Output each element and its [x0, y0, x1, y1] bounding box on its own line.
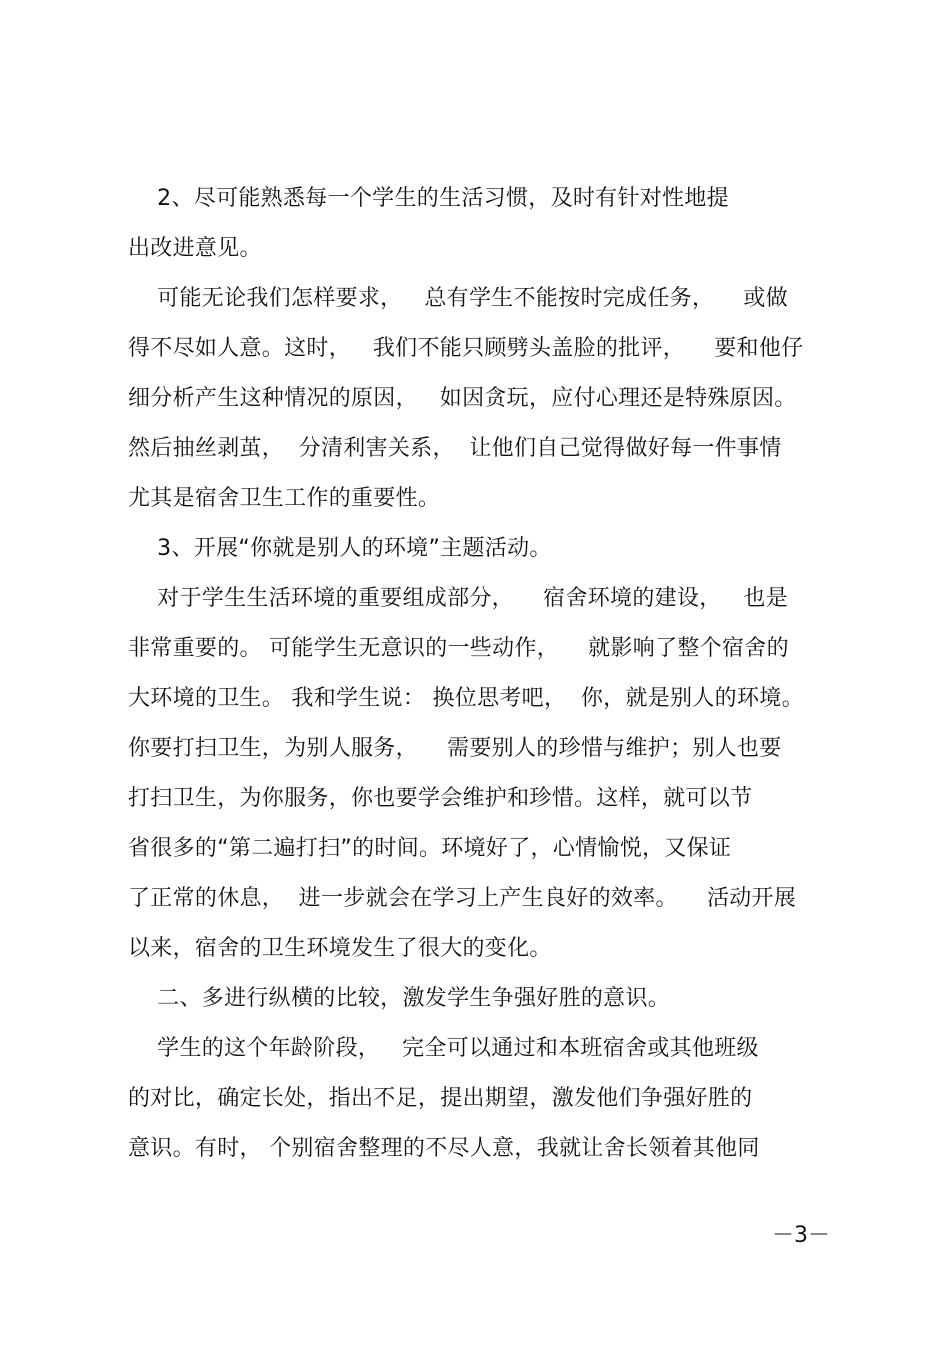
text-line: 大环境的卫生。 我和学生说： 换位思考吧， 你，就是别人的环境。: [128, 686, 804, 711]
text-line: 得不尽如人意。这时， 我们不能只顾劈头盖脸的批评， 要和他仔: [128, 336, 804, 361]
text-line: 意识。有时， 个别宿舍整理的不尽人意，我就让舍长领着其他同: [128, 1136, 760, 1161]
text-line: 非常重要的。 可能学生无意识的一些动作， 就影响了整个宿舍的: [128, 636, 789, 661]
text-line: 以来，宿舍的卫生环境发生了很大的变化。: [128, 936, 552, 961]
page-number: －3－: [772, 1223, 830, 1248]
text-line: 了正常的休息， 进一步就会在学习上产生良好的效率。 活动开展: [128, 886, 797, 911]
text-line: 细分析产生这种情况的原因， 如因贪玩，应付心理还是特殊原因。: [128, 386, 797, 411]
text-line: 的对比，确定长处，指出不足，提出期望，激发他们争强好胜的: [128, 1086, 753, 1111]
text-line: 3、开展“你就是别人的环境”主题活动。: [128, 536, 552, 561]
text-line: 学生的这个年龄阶段， 完全可以通过和本班宿舍或其他班级: [128, 1036, 759, 1061]
text-line: 对于学生生活环境的重要组成部分， 宿舍环境的建设， 也是: [128, 586, 789, 611]
text-line: 省很多的“第二遍打扫”的时间。环境好了，心情愉悦，又保证: [128, 836, 732, 861]
text-line: 可能无论我们怎样要求， 总有学生不能按时完成任务， 或做: [128, 286, 789, 311]
text-line: 然后抽丝剥茧， 分清利害关系， 让他们自己觉得做好每一件事情: [128, 436, 782, 461]
text-line: 你要打扫卫生，为别人服务， 需要别人的珍惜与维护；别人也要: [128, 736, 782, 761]
text-line: 尤其是宿舍卫生工作的重要性。: [128, 486, 441, 511]
text-line: 打扫卫生，为你服务，你也要学会维护和珍惜。这样，就可以节: [128, 786, 753, 811]
text-line: 2、尽可能熟悉每一个学生的生活习惯，及时有针对性地提: [128, 186, 729, 211]
document-body: [128, 174, 828, 1174]
text-line: 二、多进行纵横的比较，激发学生争强好胜的意识。: [128, 986, 671, 1011]
text-line: 出改进意见。: [128, 236, 262, 261]
